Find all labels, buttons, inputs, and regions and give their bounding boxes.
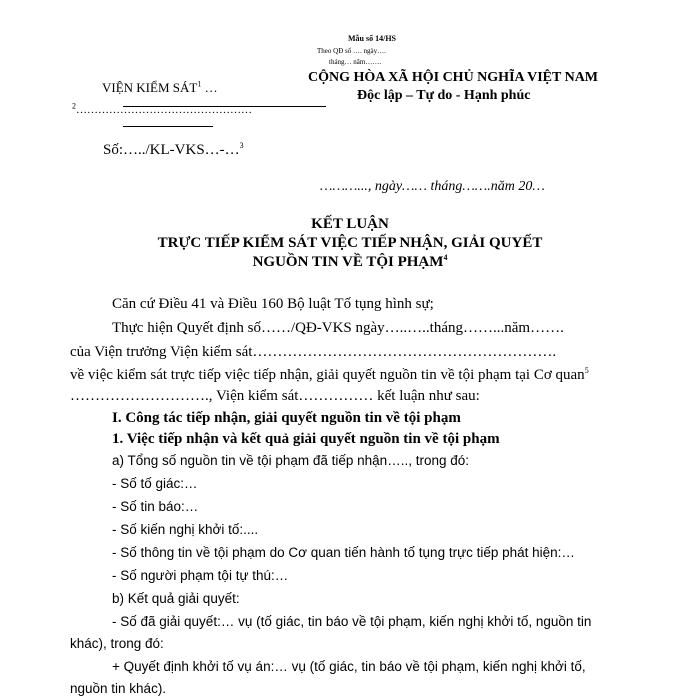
agency-name bbox=[102, 80, 218, 96]
issuer-paragraph: của Viện trưởng Viện kiểm sát……………………………………………………. bbox=[70, 344, 557, 360]
sub-agency-dots: ………………………………………… bbox=[76, 104, 252, 116]
subject-paragraph-text: về việc kiểm sát trực tiếp việc tiếp nhận, giải quyết nguồn tin về tội phạm tại Cơ quan bbox=[70, 367, 585, 383]
doc-subtitle-line-2 bbox=[0, 254, 700, 271]
decision-paragraph: Thực hiện Quyết định số……/QĐ-VKS ngày…..…..tháng……...năm……. bbox=[112, 320, 564, 336]
list-item-denunciations: - Số tố giác:… bbox=[112, 476, 198, 491]
prosecution-decision-line-2: nguồn tin khác). bbox=[70, 681, 167, 696]
footnote-ref-2: 2 bbox=[72, 101, 76, 111]
doc-title: KẾT LUẬN bbox=[311, 216, 389, 232]
item-a: a) Tổng số nguồn tin về tội phạm đã tiếp nhận….., trong đó: bbox=[112, 453, 469, 468]
prosecution-decision-line-1: + Quyết định khởi tố vụ án:… vụ (tố giác, tin báo về tội phạm, kiến nghị khởi tố, bbox=[112, 659, 586, 674]
form-code: Mẫu số 14/HS bbox=[348, 34, 397, 43]
item-b: b) Kết quả giải quyết: bbox=[112, 591, 240, 606]
footnote-ref-4: 4 bbox=[443, 253, 448, 262]
footnote-ref-5: 5 bbox=[584, 366, 589, 375]
conclusion-intro: ………………………., Viện kiểm sát…………… kết luận như sau: bbox=[70, 388, 480, 404]
sub-agency-line bbox=[72, 101, 252, 116]
list-item-prosecution-requests: - Số kiến nghị khởi tố:.... bbox=[112, 522, 259, 537]
list-item-reports: - Số tin báo:… bbox=[112, 499, 199, 514]
nation-title: CỘNG HÒA XÃ HỘI CHỦ NGHĨA VIỆT NAM bbox=[308, 70, 599, 85]
document-number bbox=[103, 142, 244, 159]
subsection-heading-1: 1. Việc tiếp nhận và kết quả giải quyết nguồn tin về tội phạm bbox=[112, 431, 500, 447]
list-item-confessions: - Số người phạm tội tự thú:… bbox=[112, 568, 289, 583]
resolved-count-line-2: khác), trong đó: bbox=[70, 636, 164, 651]
footnote-ref-3: 3 bbox=[239, 141, 244, 150]
doc-subtitle-line-1: TRỰC TIẾP KIỂM SÁT VIỆC TIẾP NHẬN, GIẢI QUYẾT bbox=[157, 235, 543, 251]
list-item-direct-discoveries: - Số thông tin về tội phạm do Cơ quan tiến hành tố tụng trực tiếp phát hiện:… bbox=[112, 545, 575, 560]
doc-subtitle-text: NGUỒN TIN VỀ TỘI PHẠM bbox=[252, 254, 444, 270]
nation-motto: Độc lập – Tự do - Hạnh phúc bbox=[357, 88, 531, 103]
section-heading-1: I. Công tác tiếp nhận, giải quyết nguồn tin về tội phạm bbox=[112, 410, 461, 426]
resolved-count-line-1: - Số đã giải quyết:… vụ (tố giác, tin báo về tội phạm, kiến nghị khởi tố, nguồn tin bbox=[112, 614, 592, 629]
form-reference-line-1: Theo QĐ số …. ngày…. bbox=[317, 47, 386, 55]
document-number-text: Số:…../KL-VKS…-… bbox=[103, 142, 240, 158]
legal-basis-paragraph: Căn cứ Điều 41 và Điều 160 Bộ luật Tố tụng hình sự; bbox=[112, 296, 434, 312]
agency-name-suffix: … bbox=[201, 80, 218, 95]
agency-name-text: VIỆN KIỂM SÁT bbox=[102, 80, 198, 95]
form-reference-line-2: tháng… năm……. bbox=[329, 58, 382, 66]
date-line: ………..., ngày…… tháng…….năm 20… bbox=[320, 179, 545, 194]
sub-agency-underline bbox=[123, 126, 213, 127]
subject-paragraph bbox=[70, 367, 589, 384]
footnote-ref-1: 1 bbox=[197, 79, 202, 89]
